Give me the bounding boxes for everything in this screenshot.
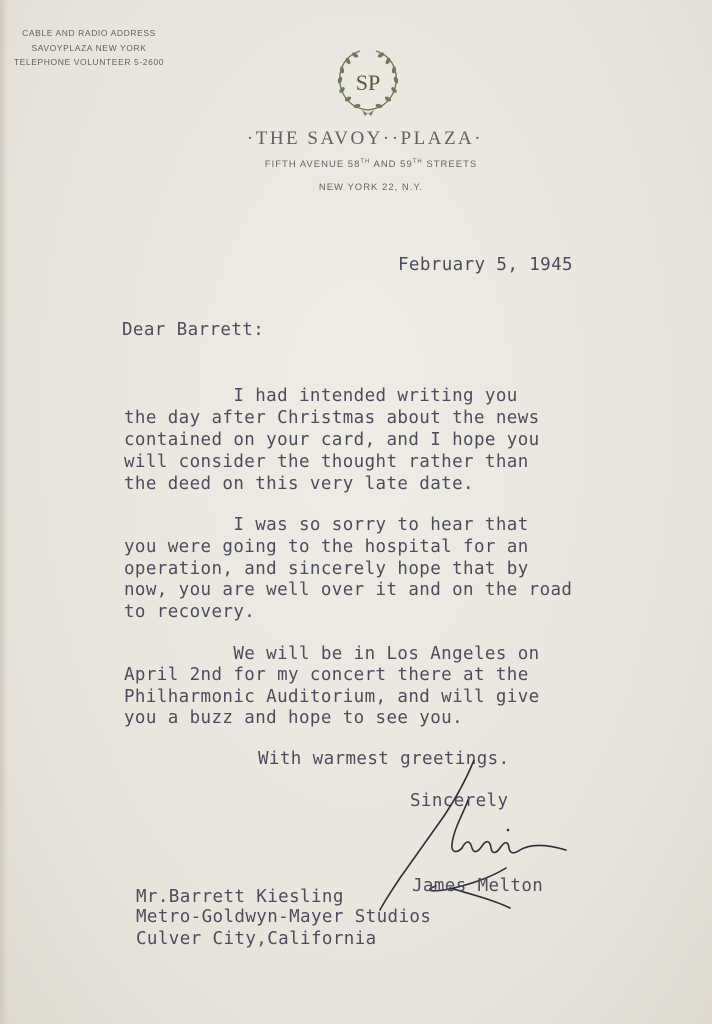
body-line: operation, and sincerely hope that by	[124, 559, 529, 579]
recipient-line: Mr.Barrett Kiesling	[136, 887, 344, 907]
cable-line: TELEPHONE VOLUNTEER 5-2600	[13, 57, 165, 67]
cable-line: SAVOYPLAZA NEW YORK	[31, 42, 147, 53]
body-line: I was so sorry to hear that	[124, 515, 529, 535]
signer-name: James Melton	[412, 876, 544, 896]
paper-edge-shadow	[0, 0, 8, 1024]
monogram-text: SP	[355, 70, 381, 95]
body-line: We will be in Los Angeles on	[124, 644, 540, 664]
address-line-2: NEW YORK 22, N.Y.	[318, 182, 424, 193]
hotel-name: ·THE SAVOY··PLAZA·	[246, 128, 484, 149]
cable-line: CABLE AND RADIO ADDRESS	[22, 28, 156, 38]
body-line: will consider the thought rather than	[124, 452, 529, 472]
letter-date: February 5, 1945	[398, 255, 573, 275]
body-line: Philharmonic Auditorium, and will give	[124, 687, 540, 707]
body-line: you a buzz and hope to see you.	[124, 708, 464, 728]
closing-greeting: With warmest greetings.	[258, 749, 510, 769]
body-line: the day after Christmas about the news	[124, 408, 540, 428]
body-line: April 2nd for my concert there at the	[124, 665, 529, 685]
body-line: to recovery.	[124, 602, 256, 622]
salutation: Dear Barrett:	[122, 320, 265, 340]
recipient-line: Culver City,California	[136, 929, 377, 949]
handwritten-signature	[370, 760, 590, 920]
body-line: the deed on this very late date.	[124, 474, 474, 494]
body-line: you were going to the hospital for an	[124, 537, 529, 557]
savoy-plaza-monogram-logo	[334, 48, 402, 118]
closing: Sincerely	[410, 791, 509, 811]
body-line: contained on your card, and I hope you	[124, 430, 540, 450]
body-line: now, you are well over it and on the road	[124, 580, 573, 600]
body-line: I had intended writing you	[124, 386, 518, 406]
cable-address-block	[4, 26, 174, 70]
address-line-1: FIFTH AVENUE 58TH AND 59TH STREETS	[264, 159, 478, 171]
recipient-line: Metro-Goldwyn-Mayer Studios	[136, 907, 432, 927]
